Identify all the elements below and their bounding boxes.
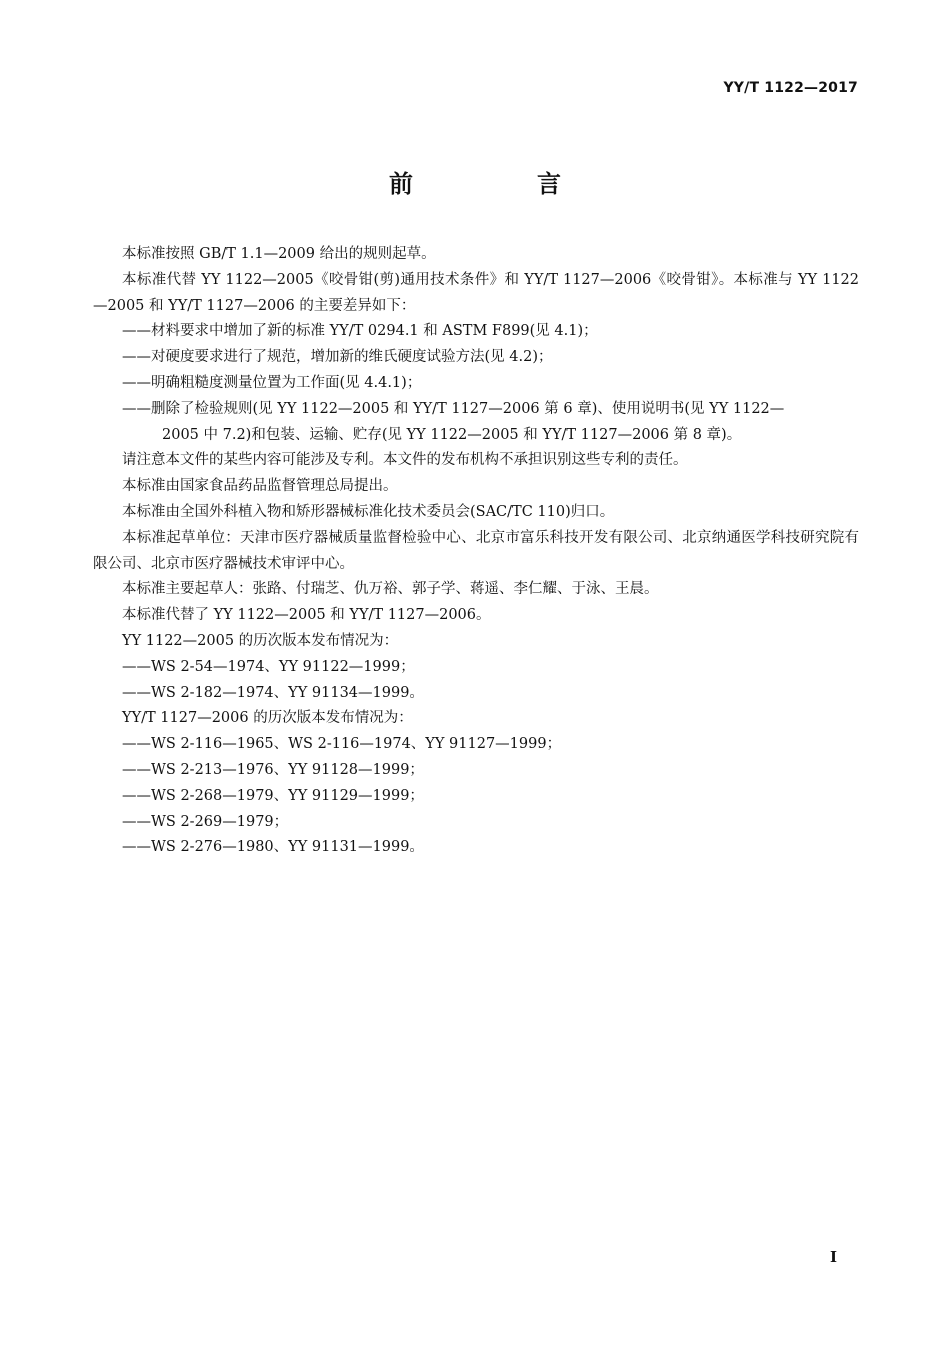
foreword-body xyxy=(93,242,859,861)
page-number: I xyxy=(829,1248,837,1266)
paragraph-drafters: 本标准主要起草人：张路、付瑞芝、仇万裕、郭子学、蒋遥、李仁耀、于泳、王晨。 xyxy=(122,581,659,598)
paragraph-drafting-rule: 本标准按照 GB/T 1.1—2009 给出的规则起草。 xyxy=(122,246,436,262)
history1-item: ——WS 2-182—1974、YY 91134—1999。 xyxy=(122,684,424,701)
standard-code: YY/T 1122—2017 xyxy=(723,80,858,96)
diff-item-deletion-continuation: 2005 中 7.2)和包装、运输、贮存(见 YY 1122—2005 和 YY/T 1127—2006 第 8 章)。 xyxy=(162,426,742,443)
history2-item: ——WS 2-213—1976、YY 91128—1999； xyxy=(122,761,424,778)
history2-item: ——WS 2-276—1980、YY 91131—1999。 xyxy=(122,839,424,856)
page-title: 前 言 xyxy=(389,170,611,198)
paragraph-replacement: 本标准代替 YY 1122—2005《咬骨钳(剪)通用技术条件》和 YY/T 1127—2006《咬骨钳》。本标准与 YY 1122—2005 和 YY/T 1127—2006 的主要差异如下： xyxy=(93,271,859,314)
paragraph-proposed-by: 本标准由国家食品药品监督管理总局提出。 xyxy=(122,478,398,495)
diff-item-deletion: ——删除了检验规则(见 YY 1122—2005 和 YY/T 1127—2006 第 6 章)、使用说明书(见 YY 1122— xyxy=(122,400,785,417)
paragraph-history1-intro: YY 1122—2005 的历次版本发布情况为： xyxy=(122,632,399,649)
paragraph-patent: 请注意本文件的某些内容可能涉及专利。本文件的发布机构不承担识别这些专利的责任。 xyxy=(122,452,688,469)
history2-item: ——WS 2-268—1979、YY 91129—1999； xyxy=(122,787,424,804)
paragraph-committee: 本标准由全国外科植入物和矫形器械标准化技术委员会(SAC/TC 110)归口。 xyxy=(122,503,615,520)
paragraph-replaced: 本标准代替了 YY 1122—2005 和 YY/T 1127—2006。 xyxy=(122,607,491,624)
paragraph-drafting-units: 本标准起草单位：天津市医疗器械质量监督检验中心、北京市富乐科技开发有限公司、北京纳通医学科技研究院有限公司、北京市医疗器械技术审评中心。 xyxy=(93,529,859,572)
history2-item: ——WS 2-116—1965、WS 2-116—1974、YY 91127—1999； xyxy=(122,736,562,753)
history1-item: ——WS 2-54—1974、YY 91122—1999； xyxy=(122,658,415,675)
paragraph-history2-intro: YY/T 1127—2006 的历次版本发布情况为： xyxy=(122,710,413,727)
diff-item-material: ——材料要求中增加了新的标准 YY/T 0294.1 和 ASTM F899(见 4.1)； xyxy=(122,323,598,340)
history2-item: ——WS 2-269—1979； xyxy=(122,813,289,830)
diff-item-hardness: ——对硬度要求进行了规范，增加新的维氏硬度试验方法(见 4.2)； xyxy=(122,349,553,366)
diff-item-roughness: ——明确粗糙度测量位置为工作面(见 4.4.1)； xyxy=(122,374,422,391)
